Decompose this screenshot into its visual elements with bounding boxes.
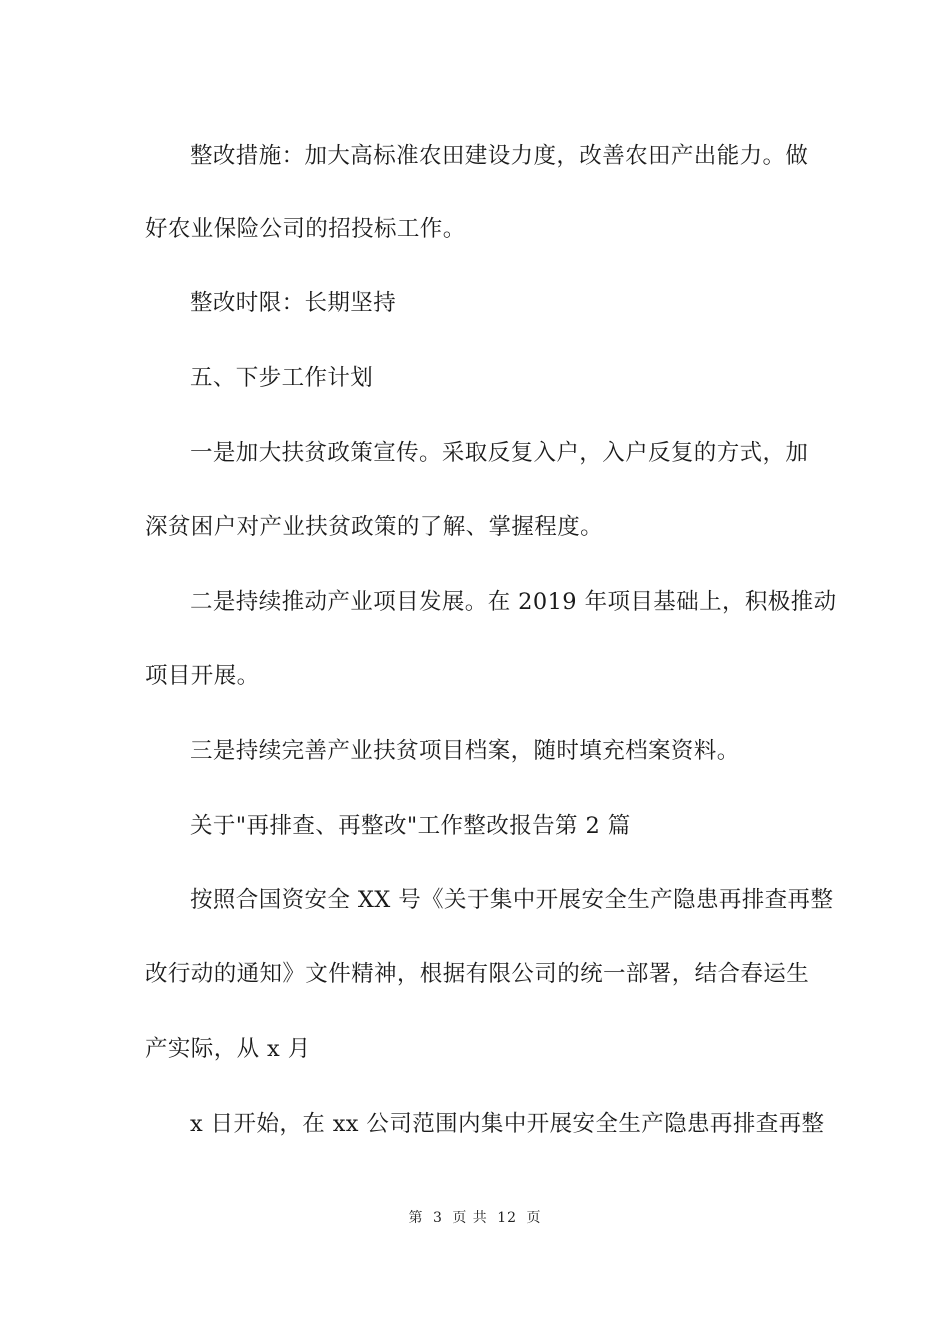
section-heading: 五、下步工作计划 bbox=[190, 365, 374, 391]
footer-middle: 页 共 bbox=[452, 1210, 488, 1226]
page-number-footer bbox=[0, 1208, 950, 1228]
article-title: 关于"再排查、再整改"工作整改报告第 2 篇 bbox=[190, 813, 631, 839]
paragraph-line: 整改措施：加大高标准农田建设力度，改善农田产出能力。做 bbox=[190, 143, 809, 169]
total-page-count: 12 bbox=[497, 1210, 518, 1226]
paragraph-line: 改行动的通知》文件精神，根据有限公司的统一部署，结合春运生 bbox=[145, 961, 810, 987]
paragraph-line: 项目开展。 bbox=[145, 663, 260, 689]
paragraph-line: 好农业保险公司的招投标工作。 bbox=[145, 216, 466, 242]
footer-prefix: 第 bbox=[408, 1210, 424, 1226]
footer-suffix: 页 bbox=[526, 1210, 542, 1226]
paragraph-line: 整改时限：长期坚持 bbox=[190, 290, 397, 316]
paragraph-line: 产实际，从 x 月 bbox=[145, 1036, 311, 1062]
current-page-number: 3 bbox=[432, 1210, 443, 1226]
paragraph-line: 三是持续完善产业扶贫项目档案，随时填充档案资料。 bbox=[190, 738, 740, 764]
paragraph-line: 一是加大扶贫政策宣传。采取反复入户，入户反复的方式，加 bbox=[190, 440, 809, 466]
paragraph-line: 二是持续推动产业项目发展。在 2019 年项目基础上，积极推动 bbox=[190, 589, 837, 615]
paragraph-line: 按照合国资安全 XX 号《关于集中开展安全生产隐患再排查再整 bbox=[190, 887, 834, 913]
paragraph-line: 深贫困户对产业扶贫政策的了解、掌握程度。 bbox=[145, 514, 604, 540]
paragraph-line: x 日开始，在 xx 公司范围内集中开展安全生产隐患再排查再整 bbox=[190, 1111, 825, 1137]
